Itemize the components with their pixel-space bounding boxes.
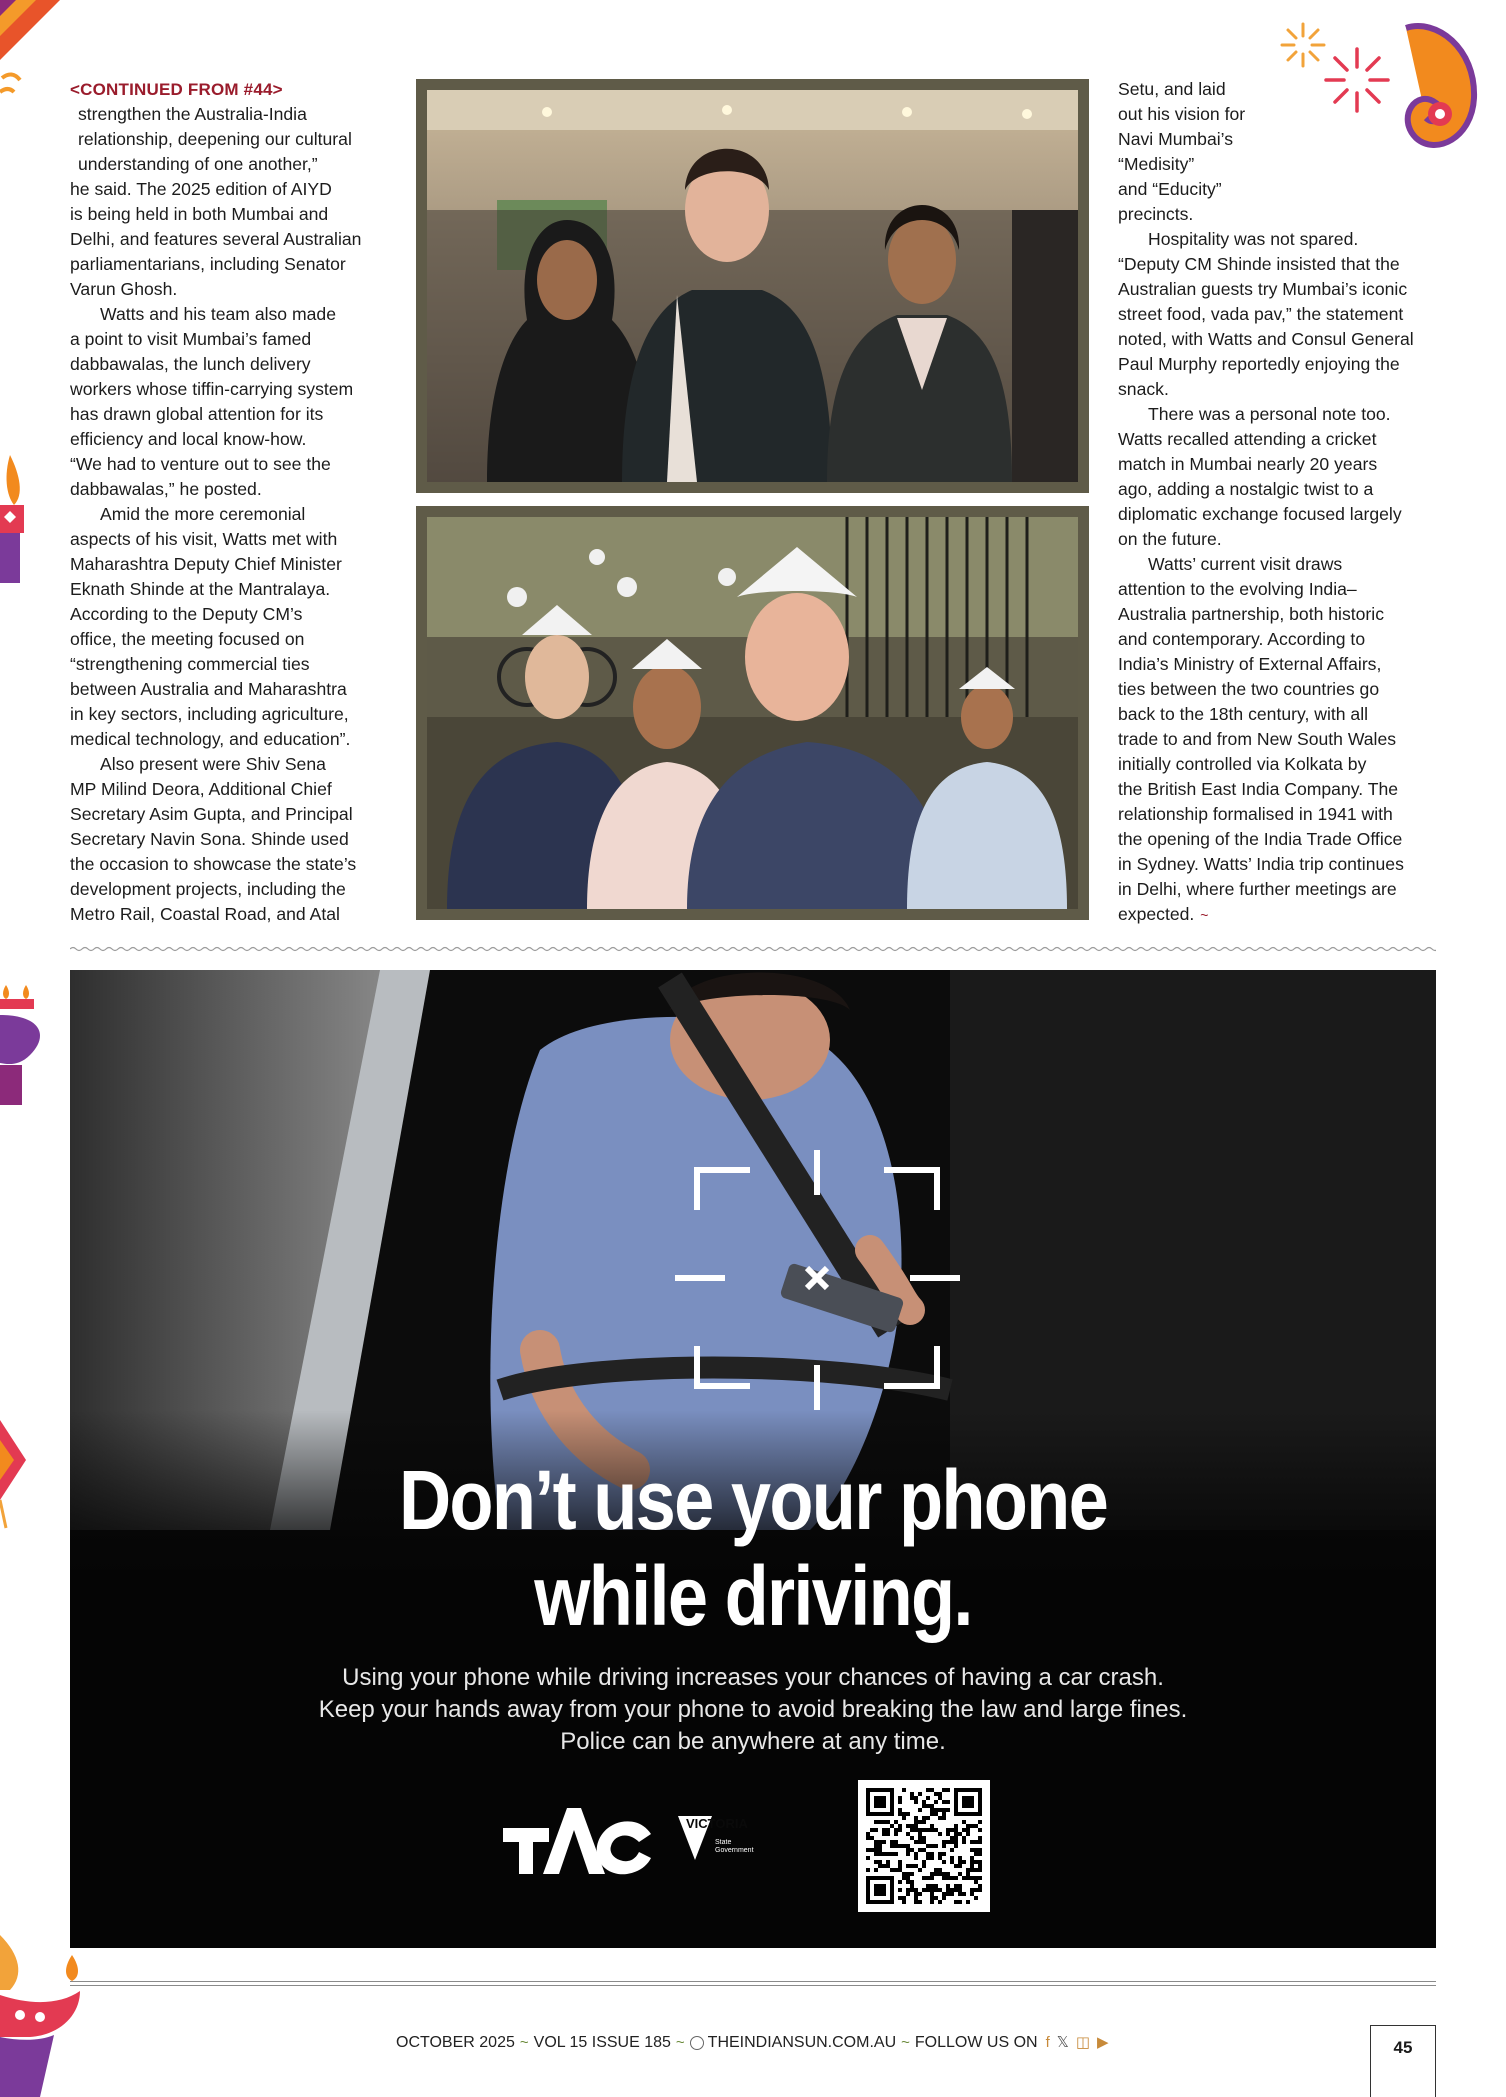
ad-body-line: Police can be anywhere at any time. xyxy=(560,1728,946,1755)
tilde-separator-icon: ~ xyxy=(519,2034,529,2051)
follow-us-label: FOLLOW US ON xyxy=(914,2034,1038,2051)
x-icon[interactable]: 𝕏 xyxy=(1056,2034,1069,2051)
article-line: Also present were Shiv Sena xyxy=(100,754,326,774)
article-line: has drawn global attention for its xyxy=(70,404,324,424)
article-line: parliamentarians, including Senator xyxy=(70,254,346,274)
article-line: snack. xyxy=(1118,379,1169,399)
article-line: workers whose tiffin-carrying system xyxy=(70,379,354,399)
article-line: Setu, and laid xyxy=(1118,79,1226,99)
ad-headline xyxy=(166,1452,1341,1644)
article-line: and “Educity” xyxy=(1118,179,1222,199)
article-column-left xyxy=(70,77,388,927)
article-line: back to the 18th century, with all xyxy=(1118,704,1369,724)
social-icons xyxy=(1046,2035,1109,2051)
article-line: noted, with Watts and Consul General xyxy=(1118,329,1414,349)
article-line: dabbawalas, the lunch delivery xyxy=(70,354,311,374)
article-line: ago, adding a nostalgic twist to a xyxy=(1118,479,1374,499)
article-line: on the future. xyxy=(1118,529,1222,549)
article-line: in Sydney. Watts’ India trip continues xyxy=(1118,854,1404,874)
tilde-separator-icon: ~ xyxy=(675,2034,685,2051)
section-divider xyxy=(70,946,1436,952)
qr-code[interactable] xyxy=(858,1780,990,1912)
article-line: “strengthening commercial ties xyxy=(70,654,310,674)
article-line: Delhi, and features several Australian xyxy=(70,229,362,249)
article-line: Eknath Shinde at the Mantralaya. xyxy=(70,579,331,599)
article-line: ties between the two countries go xyxy=(1118,679,1380,699)
ad-body-line: Using your phone while driving increases your chances of having a car crash. xyxy=(342,1664,1164,1691)
article-line: dabbawalas,” he posted. xyxy=(70,479,262,499)
article-line: There was a personal note too. xyxy=(1148,404,1391,424)
article-line: Paul Murphy reportedly enjoying the xyxy=(1118,354,1400,374)
article-column-right xyxy=(1118,77,1436,928)
article-line: efficiency and local know-how. xyxy=(70,429,307,449)
article-line: “We had to venture out to see the xyxy=(70,454,331,474)
page-footer xyxy=(396,2032,1109,2054)
article-line: the opening of the India Trade Office xyxy=(1118,829,1403,849)
article-line: in Delhi, where further meetings are xyxy=(1118,879,1397,899)
article-line: aspects of his visit, Watts met with xyxy=(70,529,338,549)
article-line: diplomatic exchange focused largely xyxy=(1118,504,1402,524)
article-line: Metro Rail, Coastal Road, and Atal xyxy=(70,904,340,924)
article-line: and contemporary. According to xyxy=(1118,629,1366,649)
article-line: Australian guests try Mumbai’s iconic xyxy=(1118,279,1408,299)
tac-logo xyxy=(503,1808,653,1876)
article-line: development projects, including the xyxy=(70,879,346,899)
victoria-logo-subtext: State xyxy=(715,1839,732,1846)
article-line: match in Mumbai nearly 20 years xyxy=(1118,454,1378,474)
article-line: office, the meeting focused on xyxy=(70,629,305,649)
article-line: between Australia and Maharashtra xyxy=(70,679,347,699)
tilde-separator-icon: ~ xyxy=(901,2034,910,2051)
tac-road-safety-advertisement[interactable] xyxy=(70,970,1436,1948)
victoria-state-government-logo xyxy=(678,1810,768,1866)
dabbawala-selfie-photo xyxy=(416,506,1089,920)
globe-icon xyxy=(690,2036,704,2050)
article-line: Hospitality was not spared. xyxy=(1148,229,1359,249)
article-line: relationship formalised in 1941 with xyxy=(1118,804,1393,824)
article-line: expected. xyxy=(1118,904,1195,924)
footer-rule xyxy=(70,1985,1436,1986)
victoria-logo-text: VICTORIA xyxy=(686,1816,748,1831)
article-line: precincts. xyxy=(1118,204,1194,224)
article-line: a point to visit Mumbai’s famed xyxy=(70,329,312,349)
event-photo xyxy=(416,79,1089,493)
page-number: 45 xyxy=(1370,2025,1436,2097)
diya-lamp-icon xyxy=(0,985,50,1110)
victoria-logo-subtext: Government xyxy=(715,1847,754,1854)
article-line: the British East India Company. The xyxy=(1118,779,1399,799)
article-line: street food, vada pav,” the statement xyxy=(1118,304,1404,324)
article-line: initially controlled via Kolkata by xyxy=(1118,754,1367,774)
article-line: out his vision for xyxy=(1118,104,1246,124)
ad-headline-line-1: Don’t use your phone xyxy=(398,1453,1108,1547)
end-mark-icon: ~ xyxy=(1200,907,1209,923)
kite-decoration-icon xyxy=(0,1420,28,1530)
facebook-icon[interactable]: f xyxy=(1045,2034,1050,2051)
article-line: Varun Ghosh. xyxy=(70,279,178,299)
article-line: Watts and his team also made xyxy=(100,304,336,324)
article-line: attention to the evolving India– xyxy=(1118,579,1357,599)
article-line: “Medisity” xyxy=(1118,154,1195,174)
footer-rule xyxy=(70,1981,1436,1982)
ad-headline-line-2: while driving. xyxy=(534,1549,972,1643)
website-link[interactable]: THEINDIANSUN.COM.AU xyxy=(707,2034,897,2051)
article-line: “Deputy CM Shinde insisted that the xyxy=(1118,254,1400,274)
article-line: According to the Deputy CM’s xyxy=(70,604,303,624)
article-line: strengthen the Australia-India xyxy=(78,104,307,124)
article-line: is being held in both Mumbai and xyxy=(70,204,329,224)
article-line: India’s Ministry of External Affairs, xyxy=(1118,654,1382,674)
ad-body-copy xyxy=(70,1662,1436,1758)
article-line: MP Milind Deora, Additional Chief xyxy=(70,779,332,799)
article-line: Maharashtra Deputy Chief Minister xyxy=(70,554,342,574)
article-line: medical technology, and education”. xyxy=(70,729,351,749)
article-line: Secretary Navin Sona. Shinde used xyxy=(70,829,349,849)
continued-from-label: <CONTINUED FROM #44> xyxy=(70,80,283,99)
article-line: Watts’ current visit draws xyxy=(1148,554,1343,574)
article-line: Watts recalled attending a cricket xyxy=(1118,429,1377,449)
article-line: understanding of one another,” xyxy=(78,154,318,174)
article-line: the occasion to showcase the state’s xyxy=(70,854,357,874)
article-line: Amid the more ceremonial xyxy=(100,504,306,524)
article-line: he said. The 2025 edition of AIYD xyxy=(70,179,332,199)
issue-date: OCTOBER 2025 xyxy=(396,2034,515,2051)
firework-icon xyxy=(1278,20,1328,70)
article-line: Secretary Asim Gupta, and Principal xyxy=(70,804,353,824)
volume-issue: VOL 15 ISSUE 185 xyxy=(533,2034,671,2051)
article-line: in key sectors, including agriculture, xyxy=(70,704,349,724)
article-line: relationship, deepening our cultural xyxy=(78,129,352,149)
youtube-icon[interactable]: ▶ xyxy=(1097,2034,1109,2051)
kite-decoration-icon xyxy=(0,0,60,100)
article-line: Australia partnership, both historic xyxy=(1118,604,1384,624)
article-line: Navi Mumbai’s xyxy=(1118,129,1234,149)
article-line: trade to and from New South Wales xyxy=(1118,729,1397,749)
instagram-icon[interactable]: ◫ xyxy=(1075,2034,1091,2051)
ad-body-line: Keep your hands away from your phone to avoid breaking the law and large fines. xyxy=(318,1696,1188,1723)
diya-lamp-icon xyxy=(0,455,30,585)
